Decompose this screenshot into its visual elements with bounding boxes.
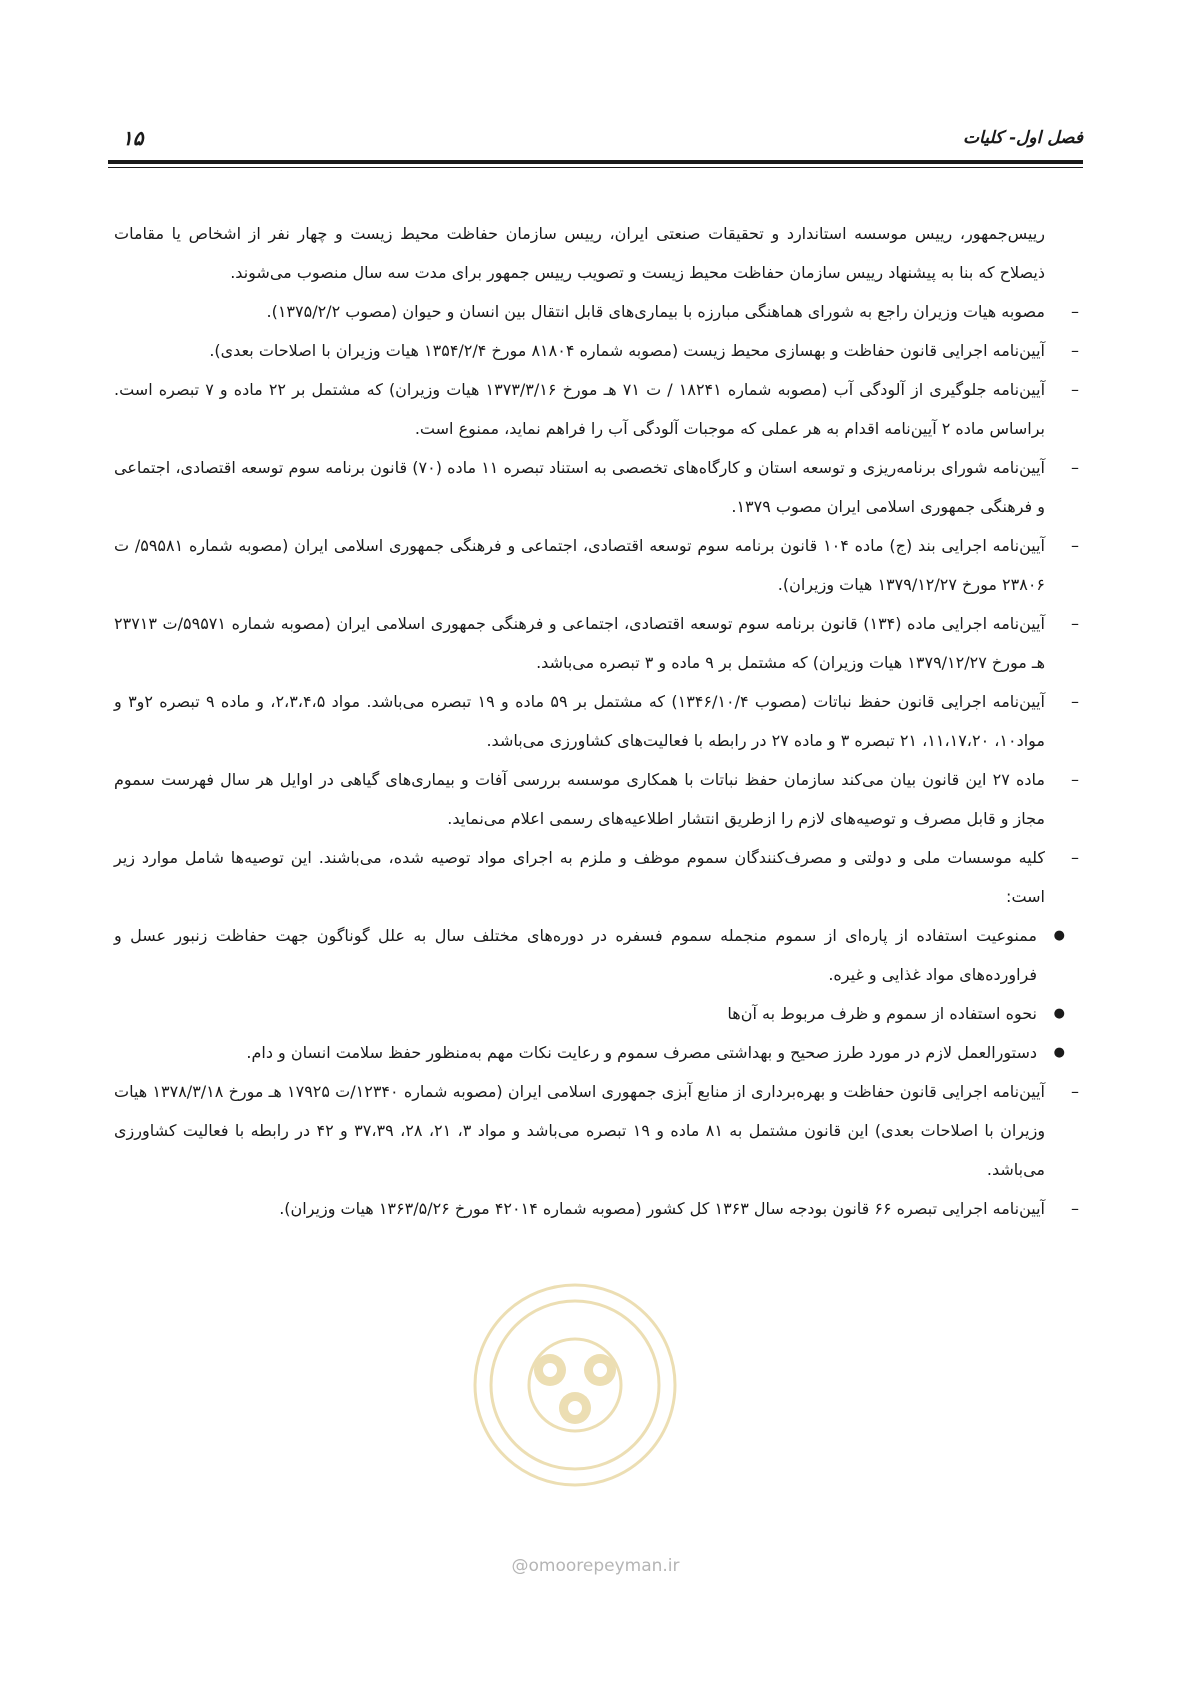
list-item-text: آیین‌نامه جلوگیری از آلودگی آب (مصوبه شماره ۱۸۲۴۱ / ت ۷۱ هـ مورخ ۱۳۷۳/۳/۱۶ هیات وزیران) که مشتمل بر ۲۲ ماده و ۷ تبصره است. براساس ماده ۲ آیین‌نامه اقدام به هر عملی که موجبات آلودگی آب را فراهم نماید، ممنوع است. (114, 380, 1046, 438)
list-item (114, 682, 1083, 760)
body-text (114, 214, 1083, 1228)
header-rule-thick (108, 160, 1083, 164)
list-item-text: آیین‌نامه اجرایی بند (ج) ماده ۱۰۴ قانون برنامه سوم توسعه اقتصادی، اجتماعی و فرهنگی جمهوری اسلامی ایران (مصوبه شماره ۵۹۵۸۱/ ت ۲۳۸۰۶ مورخ ۱۳۷۹/۱۲/۲۷ هیات وزیران). (114, 536, 1045, 594)
dash-marker: – (1071, 341, 1079, 360)
list-item-text: آیین‌نامه شورای برنامه‌ریزی و توسعه استان و کارگاه‌های تخصصی به استناد تبصره ۱۱ ماده (۷۰) قانون برنامه سوم توسعه اقتصادی، اجتماعی و فرهنگی جمهوری اسلامی ایران مصوب ۱۳۷۹. (114, 458, 1046, 516)
bullet-item-text: نحوه استفاده از سموم و ظرف مربوط به آن‌ها (727, 1004, 1037, 1023)
dash-marker: – (1071, 380, 1079, 399)
list-item (114, 760, 1083, 838)
dash-marker: – (1071, 1199, 1079, 1218)
dash-marker: – (1071, 302, 1079, 321)
header-rule-thin (108, 167, 1083, 168)
bullet-item (114, 994, 1083, 1033)
dash-marker: – (1071, 848, 1079, 867)
dash-marker: – (1071, 692, 1079, 711)
list-item-text: آیین‌نامه اجرایی قانون حفاظت و بهره‌برداری از منابع آبزی جمهوری اسلامی ایران (مصوبه شماره ۱۲۳۴۰/ت ۱۷۹۲۵ هـ مورخ ۱۳۷۸/۳/۱۸ هیات وزیران با اصلاحات بعدی) این قانون مشتمل به ۸۱ ماده و ۱۹ تبصره می‌باشد و مواد ۳، ۲۱، ۲۸، ۳۷،۳۹ و ۴۲ در رابطه با فعالیت کشاورزی می‌باشد. (114, 1082, 1046, 1179)
list-item (114, 526, 1083, 604)
bullet-item (114, 916, 1083, 994)
list-item (114, 370, 1083, 448)
list-item-text: آیین‌نامه اجرایی تبصره ۶۶ قانون بودجه سال ۱۳۶۳ کل کشور (مصوبه شماره ۴۲۰۱۴ مورخ ۱۳۶۳/۵/۲۶ هیات وزیران). (279, 1199, 1045, 1218)
dash-marker: – (1071, 770, 1079, 789)
site-credit: @omoorepeyman.ir (511, 1556, 680, 1576)
bullet-icon: ● (1053, 928, 1065, 943)
list-item-text: آیین‌نامه اجرایی قانون حفظ نباتات (مصوب ۱۳۴۶/۱۰/۴) که مشتمل بر ۵۹ ماده و ۱۹ تبصره می‌باشد. مواد ۲،۳،۴،۵، و ماده ۹ تبصره ۲و۳ و مواد۱۰، ۱۱،۱۷،۲۰، ۲۱ تبصره ۳ و ماده ۲۷ در رابطه با فعالیت‌های کشاورزی می‌باشد. (114, 692, 1046, 750)
intro-paragraph: رییس‌جمهور، رییس موسسه استاندارد و تحقیقات صنعتی ایران، رییس سازمان حفاظت محیط زیست و چهار نفر از اشخاص یا مقامات ذیصلاح که بنا به پیشنهاد رییس سازمان حفاظت محیط زیست و تصویب رییس جمهور برای مدت سه سال منصوب می‌شوند. (114, 224, 1045, 282)
bullet-item-text: دستورالعمل لازم در مورد طرز صحیح و بهداشتی مصرف سموم و رعایت نکات مهم به‌منظور حفظ سلامت انسان و دام. (246, 1043, 1037, 1062)
bullet-icon: ● (1053, 1045, 1065, 1060)
bullet-item (114, 1033, 1083, 1072)
chapter-title: فصل اول- کلیات (963, 128, 1083, 148)
list-item (114, 292, 1083, 331)
list-item (114, 448, 1083, 526)
dash-marker: – (1071, 536, 1079, 555)
dash-marker: – (1071, 458, 1079, 477)
list-item-text: مصوبه هیات وزیران راجع به شورای هماهنگی مبارزه با بیماری‌های قابل انتقال بین انسان و حیوان (مصوب ۱۳۷۵/۲/۲). (266, 302, 1045, 321)
list-item (114, 331, 1083, 370)
list-item-text: کلیه موسسات ملی و دولتی و مصرف‌کنندگان سموم موظف و ملزم به اجرای مواد توصیه شده، می‌باشند. این توصیه‌ها شامل موارد زیر است: (114, 848, 1045, 906)
list-item (114, 604, 1083, 682)
seal-emblem-icon (470, 1280, 680, 1490)
running-header (108, 128, 1083, 158)
list-item (114, 1189, 1083, 1228)
list-item-text: آیین‌نامه اجرایی ماده (۱۳۴) قانون برنامه سوم توسعه اقتصادی، اجتماعی و فرهنگی جمهوری اسلامی ایران (مصوبه شماره ۵۹۵۷۱/ت ۲۳۷۱۳ هـ مورخ ۱۳۷۹/۱۲/۲۷ هیات وزیران) که مشتمل بر ۹ ماده و ۳ تبصره می‌باشد. (114, 614, 1046, 672)
dash-marker: – (1071, 1082, 1079, 1101)
list-item-text: آیین‌نامه اجرایی قانون حفاظت و بهسازی محیط زیست (مصوبه شماره ۸۱۸۰۴ مورخ ۱۳۵۴/۲/۴ هیات وزیران با اصلاحات بعدی). (209, 341, 1045, 360)
list-item-text: ماده ۲۷ این قانون بیان می‌کند سازمان حفظ نباتات با همکاری موسسه بررسی آفات و بیماری‌های گیاهی در اوایل هر سال فهرست سموم مجاز و قابل مصرف و توصیه‌های لازم را ازطریق انتشار اطلاعیه‌های رسمی اعلام می‌نماید. (114, 770, 1045, 828)
list-item (114, 1072, 1083, 1189)
page-number: ۱۵ (122, 126, 144, 150)
bullet-icon: ● (1053, 1006, 1065, 1021)
dash-marker: – (1071, 614, 1079, 633)
list-item (114, 838, 1083, 916)
bullet-item-text: ممنوعیت استفاده از پاره‌ای از سموم منجمله سموم فسفره در دوره‌های مختلف سال به علل گوناگون جهت حفاظت زنبور عسل و فراورده‌های مواد غذایی و غیره. (114, 926, 1037, 984)
